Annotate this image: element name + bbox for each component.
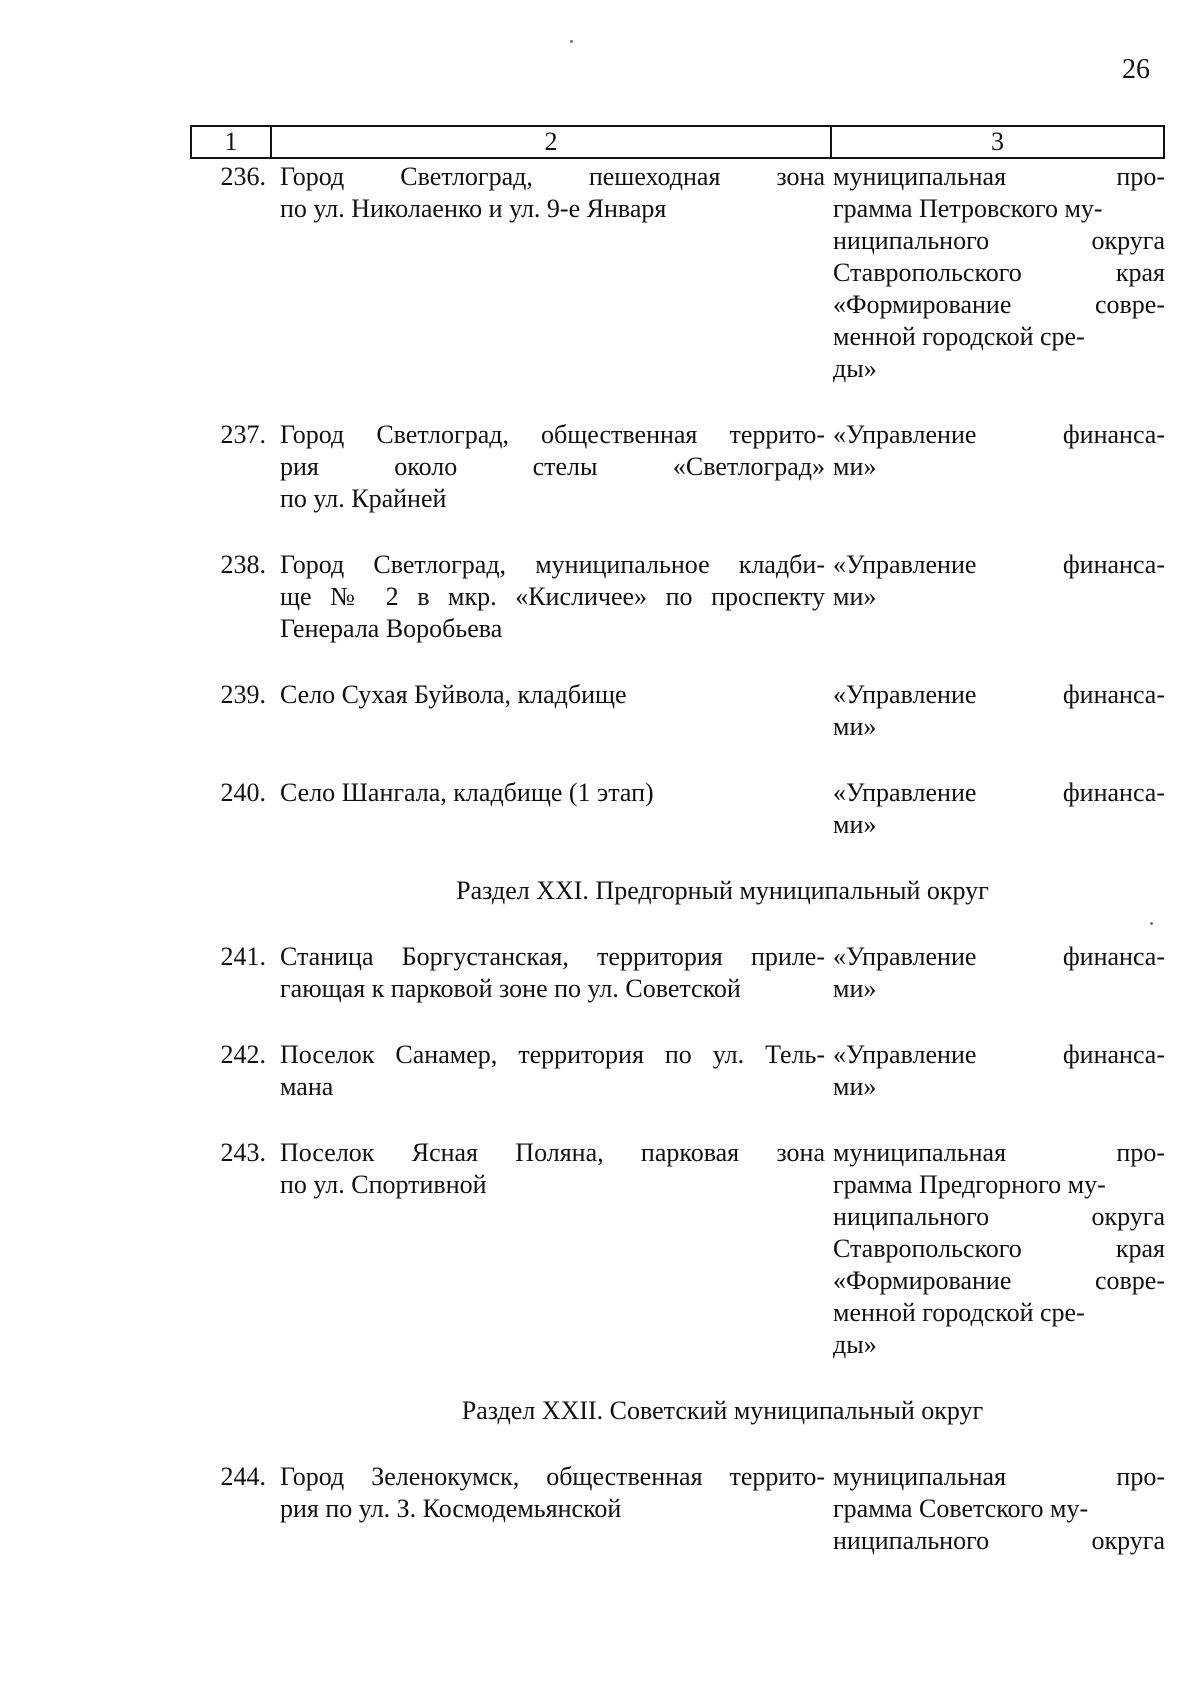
funding-word: округа: [1091, 226, 1165, 255]
funding-word: ми»: [833, 452, 877, 481]
location-line: рия около стелы «Светлоград»: [280, 452, 825, 481]
funding-line: [833, 941, 1165, 973]
location-line: Город Светлоград, пешеходная зона: [280, 162, 825, 191]
row-number: 236.: [220, 162, 266, 191]
funding-line: [833, 1071, 1165, 1103]
funding-line: [833, 581, 1165, 613]
funding-word: ми»: [833, 810, 877, 839]
funding-word: Ставропольского: [833, 258, 1022, 287]
funding-word: финанса-: [1062, 420, 1165, 449]
row-group-sovetsky: [190, 1461, 1165, 1557]
row-number: 243.: [220, 1138, 266, 1167]
funding-word: финанса-: [1062, 1040, 1165, 1069]
row-funding-source: [833, 1137, 1165, 1361]
table-header-col-3: 3: [991, 127, 1004, 156]
table-header: [190, 125, 1165, 159]
location-line: Село Шангала, кладбище (1 этап): [280, 778, 654, 807]
location-line: мана: [280, 1072, 334, 1101]
funding-word: «Управление: [833, 680, 977, 709]
funding-line: [833, 257, 1165, 289]
funding-line: [833, 973, 1165, 1005]
page-number: 26: [1122, 54, 1150, 85]
funding-word: грамма Петровского му-: [833, 194, 1103, 223]
funding-word: муниципальная: [833, 162, 1007, 191]
funding-word: «Управление: [833, 778, 977, 807]
funding-word: «Управление: [833, 942, 977, 971]
funding-word: финанса-: [1062, 942, 1165, 971]
funding-word: совре-: [1094, 290, 1165, 319]
funding-line: [833, 289, 1165, 321]
row-funding-source: [833, 549, 1165, 645]
location-line: Станица Боргустанская, территория приле-: [280, 942, 825, 971]
section-heading-21: Раздел XXI. Предгорный муниципальный округ: [456, 876, 989, 905]
funding-line: [833, 1493, 1165, 1525]
row-number: 240.: [220, 778, 266, 807]
table-row: [190, 941, 1165, 1005]
funding-word: «Формирование: [833, 1266, 1012, 1295]
table-header-col-2: 2: [272, 127, 832, 157]
location-line: по ул. Николаенко и ул. 9-е Января: [280, 194, 667, 223]
funding-word: «Управление: [833, 550, 977, 579]
table-row: [190, 1461, 1165, 1557]
funding-word: округа: [1091, 1202, 1165, 1231]
funding-line: [833, 1461, 1165, 1493]
funding-word: ниципального: [833, 226, 990, 255]
location-line: Поселок Ясная Поляна, парковая зона: [280, 1138, 825, 1167]
scan-speck: [570, 40, 573, 43]
funding-word: финанса-: [1062, 550, 1165, 579]
location-line: рия по ул. З. Космодемьянской: [280, 1494, 622, 1523]
row-location: [270, 1039, 833, 1103]
funding-line: [833, 679, 1165, 711]
row-location: [270, 679, 833, 743]
location-line: по ул. Спортивной: [280, 1170, 487, 1199]
row-location: [270, 419, 833, 515]
funding-line: [833, 1265, 1165, 1297]
row-number: 242.: [220, 1040, 266, 1069]
funding-line: [833, 419, 1165, 451]
funding-line: [833, 225, 1165, 257]
funding-line: [833, 193, 1165, 225]
funding-word: про-: [1116, 1138, 1165, 1167]
funding-word: менной городской сре-: [833, 1298, 1085, 1327]
location-line: Село Сухая Буйвола, кладбище: [280, 680, 627, 709]
row-funding-source: [833, 419, 1165, 515]
row-number: 241.: [220, 942, 266, 971]
funding-word: ниципального: [833, 1202, 990, 1231]
row-location: [270, 549, 833, 645]
funding-word: про-: [1116, 1462, 1165, 1491]
row-group-predgorny: [190, 941, 1165, 1361]
location-line: Город Зеленокумск, общественная террито-: [280, 1462, 825, 1491]
funding-line: [833, 711, 1165, 743]
funding-line: [833, 1039, 1165, 1071]
funding-word: муниципальная: [833, 1138, 1007, 1167]
section-heading-22: Раздел XXII. Советский муниципальный округ: [461, 1396, 984, 1425]
row-funding-source: [833, 777, 1165, 841]
funding-line: [833, 1169, 1165, 1201]
funding-line: [833, 549, 1165, 581]
funding-line: [833, 1233, 1165, 1265]
table-row: [190, 419, 1165, 515]
row-location: [270, 1461, 833, 1557]
funding-line: [833, 1329, 1165, 1361]
row-number: 238.: [220, 550, 266, 579]
funding-word: округа: [1091, 1526, 1165, 1555]
funding-word: края: [1115, 1234, 1165, 1263]
row-group-petrovsky: [190, 161, 1165, 841]
location-line: Генерала Воробьева: [280, 614, 503, 643]
row-funding-source: [833, 941, 1165, 1005]
location-line: Город Светлоград, общественная террито-: [280, 420, 825, 449]
funding-word: ниципального: [833, 1526, 990, 1555]
row-funding-source: [833, 161, 1165, 385]
funding-word: «Формирование: [833, 290, 1012, 319]
table-row: [190, 1137, 1165, 1361]
table-row: [190, 1039, 1165, 1103]
row-number: 244.: [220, 1462, 266, 1491]
funding-word: финанса-: [1062, 778, 1165, 807]
funding-line: [833, 809, 1165, 841]
row-location: [270, 941, 833, 1005]
funding-word: ми»: [833, 712, 877, 741]
funding-word: ды»: [833, 354, 877, 383]
funding-word: «Управление: [833, 1040, 977, 1069]
funding-line: [833, 1297, 1165, 1329]
funding-line: [833, 451, 1165, 483]
funding-word: грамма Предгорного му-: [833, 1170, 1106, 1199]
funding-line: [833, 777, 1165, 809]
table-header-col-1: 1: [192, 127, 272, 157]
funding-line: [833, 1201, 1165, 1233]
location-line: Поселок Санамер, территория по ул. Тель-: [280, 1040, 825, 1069]
funding-line: [833, 1525, 1165, 1557]
funding-word: ды»: [833, 1330, 877, 1359]
funding-word: про-: [1116, 162, 1165, 191]
table-row: [190, 161, 1165, 385]
location-line: Город Светлоград, муниципальное кладби-: [280, 550, 825, 579]
funding-word: Ставропольского: [833, 1234, 1022, 1263]
location-line: по ул. Крайней: [280, 484, 447, 513]
row-location: [270, 1137, 833, 1361]
row-funding-source: [833, 1461, 1165, 1557]
funding-word: края: [1115, 258, 1165, 287]
location-line: ще № 2 в мкр. «Кисличее» по проспекту: [280, 582, 825, 611]
funding-line: [833, 1137, 1165, 1169]
row-location: [270, 777, 833, 841]
table-row: [190, 549, 1165, 645]
row-number: 237.: [220, 420, 266, 449]
funding-word: ми»: [833, 1072, 877, 1101]
funding-line: [833, 161, 1165, 193]
row-number: 239.: [220, 680, 266, 709]
funding-word: ми»: [833, 582, 877, 611]
funding-word: ми»: [833, 974, 877, 1003]
funding-word: совре-: [1094, 1266, 1165, 1295]
table-row: [190, 679, 1165, 743]
funding-word: муниципальная: [833, 1462, 1007, 1491]
funding-line: [833, 353, 1165, 385]
funding-word: менной городской сре-: [833, 322, 1085, 351]
scan-speck: [1150, 922, 1153, 925]
table-row: [190, 777, 1165, 841]
row-funding-source: [833, 1039, 1165, 1103]
location-line: гающая к парковой зоне по ул. Советской: [280, 974, 741, 1003]
table-body: [190, 161, 1165, 1591]
funding-word: грамма Советского му-: [833, 1494, 1089, 1523]
row-location: [270, 161, 833, 385]
funding-word: «Управление: [833, 420, 977, 449]
funding-line: [833, 321, 1165, 353]
row-funding-source: [833, 679, 1165, 743]
funding-word: финанса-: [1062, 680, 1165, 709]
